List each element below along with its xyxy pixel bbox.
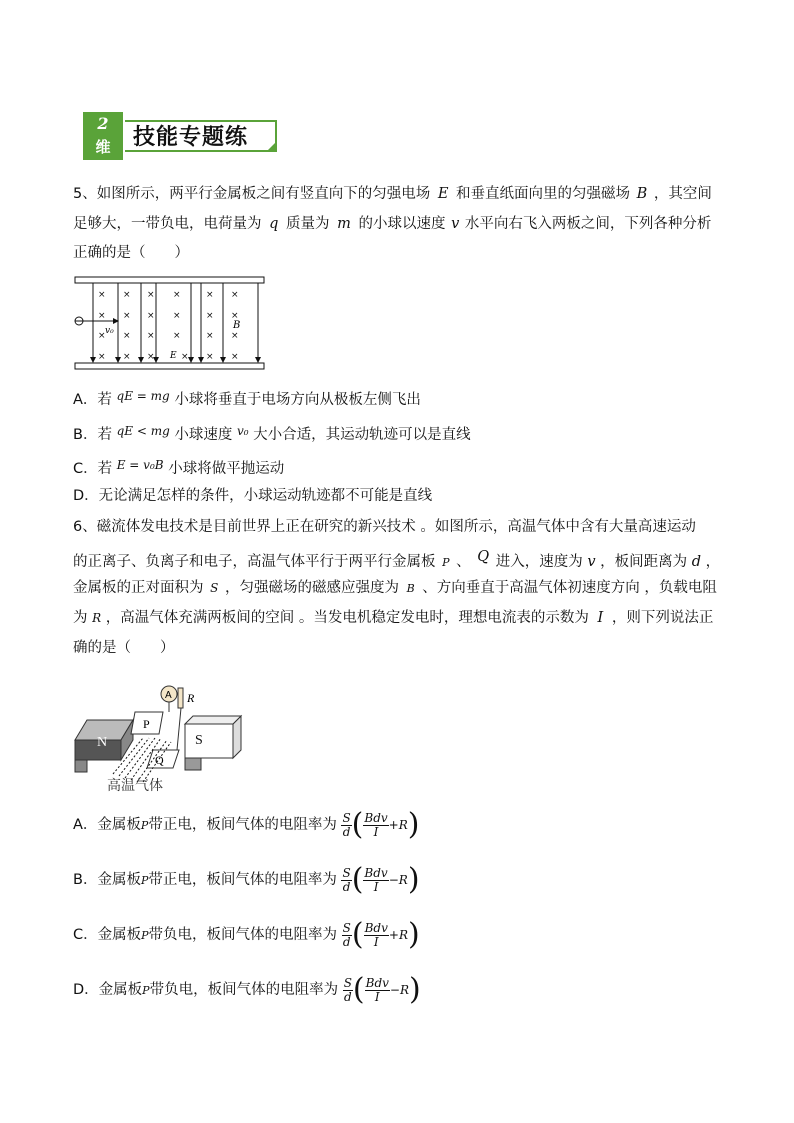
- fraction-Bdv-I: [365, 977, 390, 1004]
- operator: +: [388, 928, 399, 942]
- bottom-plate: [75, 363, 264, 369]
- symbol-v0: v₀: [236, 424, 249, 438]
- svg-text:×: ×: [231, 331, 239, 341]
- section-header: [83, 112, 278, 162]
- q6-stem-line2: [73, 547, 720, 573]
- option-equation: E = v₀B: [116, 458, 164, 472]
- numerator: S: [342, 865, 351, 880]
- denominator: d: [342, 934, 351, 949]
- option-label: D．金属板: [73, 982, 143, 998]
- q6-text: 为: [73, 610, 88, 626]
- operator: −: [389, 983, 400, 997]
- svg-text:×: ×: [231, 352, 239, 362]
- header-badge-number: 2: [97, 114, 109, 133]
- paren-open: (: [351, 807, 364, 842]
- option-text: 带负电，板间气体的电阻率为: [148, 927, 338, 943]
- svg-text:×: ×: [206, 352, 214, 362]
- q6-text: ，匀强磁场的磁感应强度为: [224, 580, 399, 596]
- denominator: d: [343, 989, 352, 1004]
- label-P: P: [143, 717, 150, 731]
- option-equation: qE < mg: [116, 424, 170, 438]
- symbol-m: m: [337, 216, 351, 232]
- option-equation: qE = mg: [116, 389, 170, 403]
- resistor-icon: [178, 688, 183, 708]
- symbol-R: R: [399, 983, 410, 997]
- q6-option-c: [73, 915, 420, 955]
- svg-text:×: ×: [206, 311, 214, 321]
- q6-option-b: [73, 860, 420, 900]
- svg-text:×: ×: [231, 311, 239, 321]
- symbol-v: v: [451, 216, 460, 232]
- header-title: 技能专题练: [133, 125, 249, 150]
- q6-figure: [73, 682, 243, 794]
- paren-close: ): [407, 862, 420, 897]
- symbol-P: P: [141, 929, 149, 942]
- operator: +: [388, 818, 399, 832]
- q6-text: ，则下列说法正: [611, 610, 714, 626]
- q5-text: 水平向右飞入两板之间，下列各种分析: [464, 216, 712, 232]
- svg-text:×: ×: [147, 311, 155, 321]
- svg-text:×: ×: [147, 290, 155, 300]
- numerator: S: [342, 920, 351, 935]
- numerator: Bdv: [364, 920, 388, 935]
- q5-option-c: [73, 455, 284, 479]
- option-text: 小球将做平抛运动: [168, 461, 285, 477]
- option-text: 大小合适，其运动轨迹可以是直线: [253, 427, 471, 443]
- numerator: S: [342, 810, 351, 825]
- symbol-v: v: [587, 554, 596, 570]
- paren-close: ): [407, 917, 420, 952]
- symbol-B: B: [406, 582, 415, 595]
- svg-text:×: ×: [98, 311, 106, 321]
- svg-text:×: ×: [173, 331, 181, 341]
- symbol-P: P: [140, 874, 149, 887]
- symbol-d: d: [691, 554, 702, 570]
- svg-text:×: ×: [98, 352, 106, 362]
- paren-close: ): [407, 807, 420, 842]
- denominator: d: [342, 879, 351, 894]
- numerator: Bdv: [364, 810, 388, 825]
- q5-stem-line3: 正确的是（ ）: [73, 245, 189, 261]
- q6-text: 进入，速度为: [495, 554, 583, 570]
- numerator: S: [343, 975, 352, 990]
- header-corner: [268, 142, 276, 150]
- fraction-S-d: [343, 977, 353, 1004]
- symbol-I: I: [597, 610, 604, 626]
- q5-stem-line2: [73, 214, 711, 234]
- svg-text:×: ×: [206, 290, 214, 300]
- q6-text: ，板间距离为: [600, 554, 688, 570]
- q5-text: 的小球以速度: [358, 216, 446, 232]
- svg-text:×: ×: [123, 352, 131, 362]
- fraction-Bdv-I: [364, 922, 389, 949]
- top-plate: [75, 277, 264, 283]
- svg-text:×: ×: [231, 290, 239, 300]
- header-badge-char: 维: [95, 138, 111, 156]
- svg-text:×: ×: [98, 331, 106, 341]
- label-Q: Q: [155, 753, 164, 767]
- q6-stem-line3: [73, 578, 717, 599]
- q5-text: ，其空间: [653, 186, 712, 202]
- q6-text: ，高温气体充满两板间的空间 。当发电机稳定发电时，理想电流表的示数为: [105, 610, 589, 626]
- option-label: B．若: [73, 427, 112, 443]
- figure-caption: 高温气体: [107, 778, 163, 794]
- fraction-S-d: [341, 867, 351, 894]
- paren-open: (: [352, 972, 365, 1007]
- magnet-s-front: [185, 724, 233, 758]
- svg-text:×: ×: [206, 331, 214, 341]
- denominator: I: [373, 879, 379, 894]
- label-B: B: [233, 320, 241, 331]
- option-text: 小球速度: [174, 427, 233, 443]
- svg-text:×: ×: [123, 290, 131, 300]
- q6-stem-line5: 确的是（ ）: [73, 640, 175, 656]
- q5-figure: [73, 275, 268, 371]
- numerator: Bdv: [364, 865, 388, 880]
- svg-text:×: ×: [123, 331, 131, 341]
- symbol-R: R: [398, 873, 408, 887]
- q6-text: 、方向垂直于高温气体初速度方向 ，负载电阻: [422, 580, 717, 596]
- option-text: 带负电，板间气体的电阻率为: [149, 982, 339, 998]
- symbol-R: R: [398, 818, 408, 832]
- fraction-Bdv-I: [363, 812, 388, 839]
- q6-stem-line4: [73, 608, 713, 628]
- label-v0: v₀: [105, 326, 114, 336]
- magnet-s-foot: [185, 758, 201, 770]
- q5-option-d: D．无论满足怎样的条件，小球运动轨迹都不可能是直线: [73, 488, 433, 504]
- magnet-s-top: [185, 716, 241, 724]
- q5-option-a: [73, 386, 421, 410]
- denominator: I: [373, 934, 379, 949]
- wire-right: [177, 708, 181, 750]
- option-text: 带正电，板间气体的电阻率为: [148, 872, 337, 888]
- symbol-Q: Q: [477, 549, 490, 565]
- q5-text: 足够大，一带负电，电荷量为: [73, 216, 262, 232]
- symbol-B: B: [636, 186, 648, 202]
- q5-stem-line1: [73, 184, 712, 204]
- q6-option-d: [73, 970, 421, 1010]
- q5-option-b: [73, 421, 471, 445]
- symbol-S: S: [210, 581, 219, 595]
- svg-text:×: ×: [98, 290, 106, 300]
- operator: −: [388, 873, 399, 887]
- symbol-R: R: [92, 611, 102, 625]
- q6-text: 的正离子、负离子和电子，高温气体平行于两平行金属板: [73, 554, 436, 570]
- paren-close: ): [409, 972, 421, 1007]
- option-label: A．若: [73, 392, 112, 408]
- fraction-S-d: [342, 922, 352, 949]
- q5-text: 和垂直纸面向里的匀强磁场: [456, 186, 631, 202]
- q6-option-a: [73, 805, 420, 845]
- svg-text:×: ×: [147, 352, 155, 362]
- symbol-E: E: [437, 186, 449, 202]
- symbol-P: P: [442, 556, 450, 569]
- magnet-n-foot: [75, 760, 87, 772]
- q6-text: 、: [456, 554, 471, 570]
- option-text: 小球将垂直于电场方向从极板左侧飞出: [174, 392, 421, 408]
- symbol-q: q: [269, 216, 279, 232]
- paren-open: (: [351, 917, 364, 952]
- svg-text:×: ×: [123, 311, 131, 321]
- label-R: R: [187, 691, 195, 705]
- label-S: S: [195, 733, 203, 748]
- svg-text:×: ×: [181, 352, 189, 362]
- denominator: I: [374, 989, 380, 1004]
- symbol-P: P: [140, 819, 149, 832]
- q6-text: ，: [705, 554, 721, 570]
- denominator: d: [342, 824, 351, 839]
- label-ammeter: A: [165, 690, 172, 701]
- paren-open: (: [351, 862, 364, 897]
- q6-stem-line1: 6、磁流体发电技术是目前世界上正在研究的新兴技术 。如图所示，高温气体中含有大量高速运动: [73, 519, 696, 535]
- q5-text: 5、如图所示，两平行金属板之间有竖直向下的匀强电场: [73, 186, 431, 202]
- svg-text:×: ×: [147, 331, 155, 341]
- label-N: N: [97, 735, 108, 750]
- denominator: I: [373, 824, 379, 839]
- fraction-Bdv-I: [363, 867, 388, 894]
- option-label: A．金属板: [73, 817, 141, 833]
- option-label: B．金属板: [73, 872, 141, 888]
- q5-text: 质量为: [286, 216, 330, 232]
- symbol-R: R: [398, 928, 408, 942]
- label-E: E: [170, 351, 177, 361]
- svg-text:×: ×: [173, 290, 181, 300]
- fraction-S-d: [341, 812, 351, 839]
- option-label: C．金属板: [73, 927, 142, 943]
- symbol-P: P: [142, 984, 150, 997]
- svg-text:×: ×: [173, 311, 181, 321]
- option-text: 带正电，板间气体的电阻率为: [148, 817, 337, 833]
- magnetic-crosses: [98, 290, 239, 362]
- numerator: Bdv: [365, 975, 389, 990]
- q6-text: 金属板的正对面积为: [73, 580, 204, 596]
- option-label: C．若: [73, 461, 113, 477]
